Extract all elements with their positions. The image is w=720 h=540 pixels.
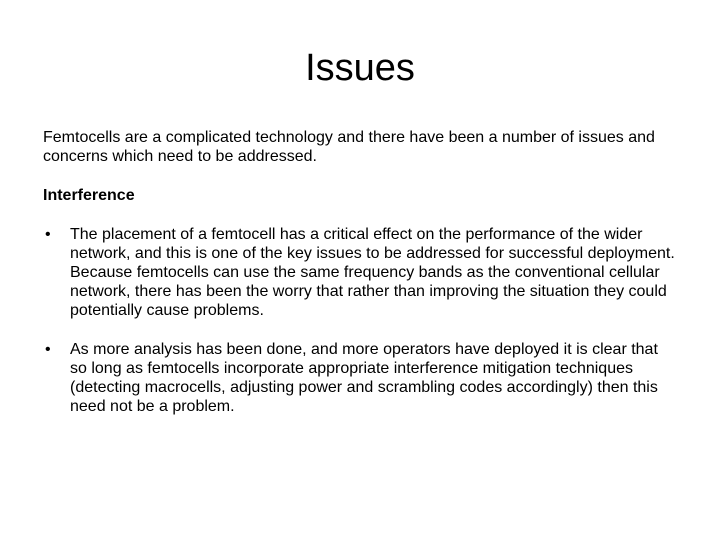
bullet-list <box>43 225 678 416</box>
bullet-text: As more analysis has been done, and more operators have deployed it is clear that so long as femtocells incorporate appropriate interference mitigation techniques (detecting macrocells, adjusting power and scrambling codes accordingly) then this need not be a problem. <box>70 341 658 415</box>
bullet-icon: • <box>45 341 51 358</box>
section-heading: Interference <box>43 187 135 204</box>
intro-paragraph: Femtocells are a complicated technology and there have been a number of issues and concerns which need to be addressed. <box>43 129 655 165</box>
bullet-icon: • <box>45 226 51 243</box>
bullet-item <box>43 340 678 416</box>
slide-body <box>43 128 678 436</box>
bullet-text: The placement of a femtocell has a critical effect on the performance of the wider network, and this is one of the key issues to be addressed for successful deployment. Because femtocells can use the same frequency bands as the conventional cellular network, there has been the worry that rather than improving the situation they could potentially cause problems. <box>70 226 675 319</box>
bullet-item <box>43 225 678 320</box>
slide-title: Issues <box>305 47 415 89</box>
